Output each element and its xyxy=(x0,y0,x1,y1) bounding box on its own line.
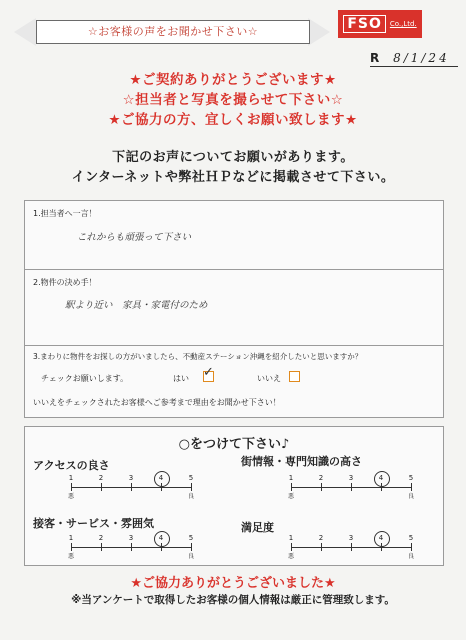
logo-sub-text: Co.,Ltd. xyxy=(389,20,417,28)
q2-label: 2.物件の決め手！ xyxy=(33,278,97,287)
rating-selected-circle xyxy=(374,531,390,547)
date-era: R xyxy=(370,51,380,65)
rating-number[interactable]: 2 xyxy=(318,474,324,482)
rating-scale-service[interactable] xyxy=(67,534,194,560)
divider xyxy=(25,269,443,270)
rating-tick xyxy=(101,483,102,491)
intro-line-1: 下記のお声についてお願いがあります。 xyxy=(112,150,354,165)
banner-ribbon-left xyxy=(14,18,36,46)
rating-end-low: 悪 xyxy=(287,553,294,560)
rating-tick xyxy=(351,483,352,491)
q3-yes-tick: ✓ xyxy=(203,365,214,380)
footer-thanks: ★ご協力ありがとうございました★ xyxy=(130,576,336,591)
rating-label-satisfaction: 満足度 xyxy=(241,521,274,534)
date-field xyxy=(370,50,458,67)
rating-end-low: 悪 xyxy=(287,493,294,500)
rating-tick xyxy=(411,543,412,551)
rating-title: ○をつけて下さい♪ xyxy=(178,437,290,452)
rating-number[interactable]: 3 xyxy=(348,474,354,482)
intro-line-2: インターネットや弊社ＨＰなどに掲載させて下さい。 xyxy=(71,170,395,185)
q1-label: 1.担当者へ一言！ xyxy=(33,209,97,218)
q3-no-label: いいえ xyxy=(257,374,281,383)
rating-number[interactable]: 4 xyxy=(158,534,164,542)
rating-end-high: 良 xyxy=(187,553,194,560)
rating-number[interactable]: 5 xyxy=(188,534,194,542)
rating-number[interactable]: 2 xyxy=(98,474,104,482)
headline-photo: ☆担当者と写真を撮らせて下さい☆ xyxy=(122,92,344,108)
rating-end-high: 良 xyxy=(187,493,194,500)
rating-tick xyxy=(321,483,322,491)
rating-number[interactable]: 1 xyxy=(288,474,294,482)
q1-answer[interactable]: これからも頑張って下さい xyxy=(77,232,192,243)
headline-cooperation: ★ご協力の方、宜しくお願い致します★ xyxy=(108,112,358,128)
rating-end-low: 悪 xyxy=(67,493,74,500)
rating-label-service: 接客・サービス・雰囲気 xyxy=(33,517,154,530)
rating-tick xyxy=(321,543,322,551)
logo-main-text: FSO xyxy=(343,15,386,33)
rating-tick xyxy=(131,483,132,491)
divider xyxy=(25,345,443,346)
rating-selected-circle xyxy=(154,531,170,547)
rating-number[interactable]: 3 xyxy=(128,474,134,482)
rating-number[interactable]: 4 xyxy=(378,534,384,542)
rating-number[interactable]: 2 xyxy=(318,534,324,542)
rating-end-high: 良 xyxy=(407,553,414,560)
rating-tick xyxy=(131,543,132,551)
rating-box xyxy=(24,426,444,566)
rating-tick xyxy=(351,543,352,551)
rating-scale-satisfaction[interactable] xyxy=(287,534,414,560)
rating-scale-knowledge[interactable] xyxy=(287,474,414,500)
rating-number[interactable]: 5 xyxy=(408,534,414,542)
rating-number[interactable]: 3 xyxy=(348,534,354,542)
rating-scale-access[interactable] xyxy=(67,474,194,500)
rating-number[interactable]: 1 xyxy=(68,474,74,482)
banner-ribbon-right xyxy=(308,18,330,46)
rating-selected-circle xyxy=(154,471,170,487)
headline-thanks: ★ご契約ありがとうございます★ xyxy=(129,72,337,88)
rating-tick xyxy=(191,483,192,491)
q3-yes-label: はい xyxy=(173,374,189,383)
rating-number[interactable]: 4 xyxy=(158,474,164,482)
rating-number[interactable]: 5 xyxy=(408,474,414,482)
date-value: 8/1/24 xyxy=(393,51,450,65)
banner-title: ☆お客様の声をお聞かせ下さい☆ xyxy=(36,20,310,44)
company-logo xyxy=(338,10,422,38)
rating-selected-circle xyxy=(374,471,390,487)
rating-tick xyxy=(411,483,412,491)
rating-tick xyxy=(291,483,292,491)
rating-label-access: アクセスの良さ xyxy=(33,459,110,472)
q3-followup: いいえをチェックされたお客様へご参考まで理由をお聞かせ下さい！ xyxy=(33,398,281,407)
q3-check-prompt: チェックお願いします。 xyxy=(41,374,129,383)
rating-tick xyxy=(71,543,72,551)
footer-privacy: ※当アンケートで取得したお客様の個人情報は厳正に管理致します。 xyxy=(71,594,395,606)
rating-number[interactable]: 1 xyxy=(68,534,74,542)
rating-number[interactable]: 1 xyxy=(288,534,294,542)
rating-tick xyxy=(291,543,292,551)
rating-tick xyxy=(191,543,192,551)
q2-answer[interactable]: 駅より近い 家具・家電付のため xyxy=(65,300,208,311)
rating-label-knowledge: 街情報・専門知識の高さ xyxy=(241,455,362,468)
rating-end-high: 良 xyxy=(407,493,414,500)
rating-tick xyxy=(71,483,72,491)
rating-number[interactable]: 2 xyxy=(98,534,104,542)
q3-label: 3.まわりに物件をお探しの方がいましたら、不動産ステーション沖縄を紹介したいと思いますか？ xyxy=(33,352,363,361)
rating-tick xyxy=(101,543,102,551)
q3-no-checkbox[interactable] xyxy=(289,371,300,382)
rating-number[interactable]: 3 xyxy=(128,534,134,542)
rating-number[interactable]: 5 xyxy=(188,474,194,482)
rating-number[interactable]: 4 xyxy=(378,474,384,482)
rating-end-low: 悪 xyxy=(67,553,74,560)
questions-box xyxy=(24,200,444,418)
